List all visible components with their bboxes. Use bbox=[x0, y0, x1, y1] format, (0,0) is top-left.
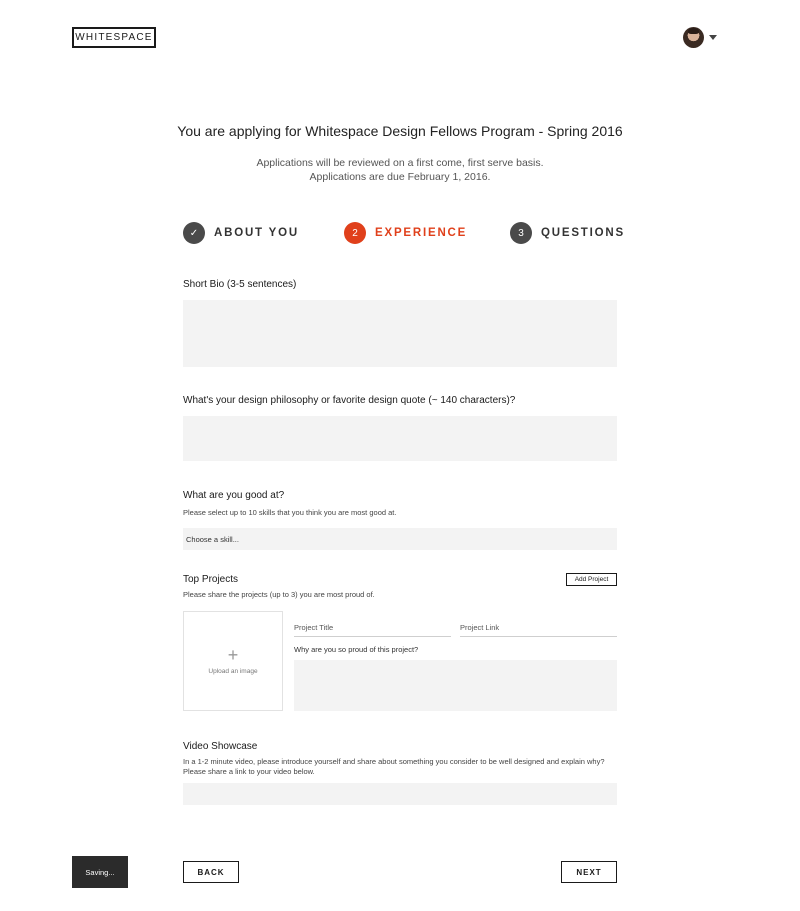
subtitle-line-2: Applications are due February 1, 2016. bbox=[309, 171, 491, 183]
video-link-input[interactable] bbox=[183, 783, 617, 805]
page-subtitle bbox=[0, 156, 800, 184]
project-title-input[interactable]: Project Title bbox=[294, 620, 451, 637]
video-label: Video Showcase bbox=[183, 741, 258, 752]
video-hint-line-2: Please share a link to your video below. bbox=[183, 767, 315, 776]
step-label: ABOUT YOU bbox=[214, 227, 299, 239]
user-menu[interactable] bbox=[683, 27, 717, 48]
skills-select[interactable] bbox=[183, 528, 617, 550]
video-hint bbox=[183, 757, 623, 777]
projects-hint: Please share the projects (up to 3) you are most proud of. bbox=[183, 590, 375, 599]
step-experience[interactable] bbox=[344, 222, 467, 244]
project-why-textarea[interactable] bbox=[294, 660, 617, 711]
page-title: You are applying for Whitespace Design Fellows Program - Spring 2016 bbox=[177, 123, 623, 139]
check-icon: ✓ bbox=[183, 222, 205, 244]
step-number: 2 bbox=[344, 222, 366, 244]
saving-status-toast: Saving... bbox=[72, 856, 128, 888]
upload-label: Upload an image bbox=[208, 667, 258, 675]
step-label: EXPERIENCE bbox=[375, 227, 468, 239]
projects-label: Top Projects bbox=[183, 574, 239, 585]
philosophy-label: What's your design philosophy or favorite design quote (~ 140 characters)? bbox=[183, 395, 516, 406]
subtitle-line-1: Applications will be reviewed on a first come, first serve basis. bbox=[256, 157, 544, 169]
next-button[interactable]: NEXT bbox=[561, 861, 617, 883]
philosophy-textarea[interactable] bbox=[183, 416, 617, 461]
step-about-you[interactable] bbox=[183, 222, 299, 244]
step-label: QUESTIONS bbox=[541, 227, 625, 239]
project-why-label: Why are you so proud of this project? bbox=[294, 645, 419, 654]
step-number: 3 bbox=[510, 222, 532, 244]
step-questions[interactable] bbox=[510, 222, 625, 244]
bio-label: Short Bio (3-5 sentences) bbox=[183, 279, 297, 290]
add-project-button[interactable]: Add Project bbox=[566, 573, 617, 586]
project-link-input[interactable]: Project Link bbox=[460, 620, 617, 637]
whitespace-logo[interactable]: WHITESPACE bbox=[72, 27, 156, 48]
upload-image-box[interactable] bbox=[183, 611, 283, 711]
skills-label: What are you good at? bbox=[183, 490, 285, 501]
video-hint-line-1: In a 1-2 minute video, please introduce yourself and share about something you consider to be well designed and explain why? bbox=[183, 757, 605, 766]
progress-steps bbox=[183, 222, 625, 246]
bio-textarea[interactable] bbox=[183, 300, 617, 367]
skills-select-placeholder: Choose a skill... bbox=[186, 535, 239, 544]
user-avatar[interactable] bbox=[683, 27, 704, 48]
skills-hint: Please select up to 10 skills that you think you are most good at. bbox=[183, 508, 397, 517]
back-button[interactable]: BACK bbox=[183, 861, 239, 883]
plus-icon: + bbox=[227, 644, 239, 665]
caret-down-icon[interactable] bbox=[709, 35, 717, 40]
